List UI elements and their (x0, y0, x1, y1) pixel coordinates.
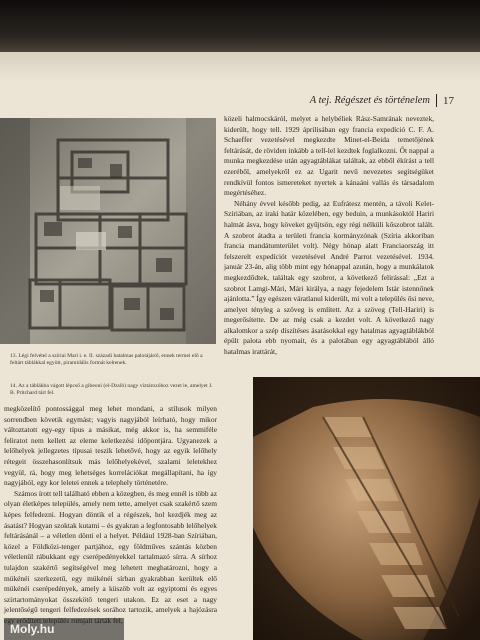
page-top-strip (0, 52, 480, 82)
left-paragraph: megközelítő pontossággal meg lehet mondani, a stílusok milyen sorrendben követik egymást; vagyis nagyjából leírható, hogy mikor változtatott egy-egy típus a másikat, még akkor is, ha semmiféle feliratot nem kellett az eleme keletkezési időpontjára. Ugyanezek a lelőhelyek jellegzetes típusai teszik lehetővé, hogy az egyik lelőhely rétegeit összehasonlítsuk más lelőhelyekével, szalami leletekhez vegyül, rá, hogy meg lehetséges korrelációkat megállapítani, ha így nagyjából, egy kor leletei ennek a telephely történetére. (4, 404, 217, 488)
running-header (310, 94, 454, 107)
figure-caption-14: 14. Az a táblákba vágott lépcső a gibeoni (el-Dzsib) nagy víztározóhoz vezet le, amelyet J. B. Pritchard tárt fel. (10, 383, 213, 397)
aerial-palace-photo (0, 118, 216, 344)
right-paragraph: közeli halmocskáról, melyet a helybéliek Rász-Samrának neveztek, kiderült, hogy tell. 1929 áprilisában egy francia expedíció C. F. A. Schaeffer vezetésével megkezdte Minet-el-Beida temetőjének feltárását, de röviden inkább a tell-lel kezdtek foglalkozni. Őt nappal a munka megkezdése után agyagtáblákat találtak, az ebből ékírást a tell ezeréből, amelyekről ez az Ugarit nevű nevezetes segítségüket rendkívül fontos ismereteket nyertek a kánaáni vallás és társadalom megértéséhez. (224, 114, 434, 198)
header-divider (436, 94, 437, 107)
figure-caption-13: 13. Légi felvétel a szíriai Mari i. e. II. századi hatalmas palotájáról, ennek termei elő a feltárt táblákkal együtt, piramidális formát keltenek. (10, 353, 203, 367)
right-text-column (224, 114, 434, 358)
moly-watermark: Moly.hu (4, 618, 124, 640)
running-title: A tej. Régészet és történelem (309, 95, 430, 106)
reservoir-illustration (253, 377, 480, 640)
page-number: 17 (443, 94, 454, 107)
page-top-shadow (0, 0, 480, 52)
left-text-column (4, 404, 217, 626)
stepped-reservoir-photo (253, 377, 480, 640)
right-paragraph: Néhány évvel később pedig, az Eufrátesz mentén, a távoli Kelet-Szíriában, az iraki határ közelében, egy beduin, a munkásoktól Hariri halmát ásva, hogy köveket gyűjtsön, egy régi nélküli kőszobrot talált. A szobrot átadta a területi francia kormányzónak (Szíria akkoriban francia mandátumterület volt). Négy hónap alatt Franciaország itt felszerelt expedíciót vezetésével André Parrot vezetésével. 1934. január 23-án, alig több mint egy hónappal azután, hogy a munkálatok megkezdődtek, találtak egy szobrot, a következő felirással: „Ezt a szobrot Lamgi-Mári, Mári királya, a nagy fejedelem Istár istennőnek ajánlotta.” Így egészen váratlanul kiderült, mi volt a település ősi neve, amelyet tényleg a szöveg is említett. Az a szöveg (Tell-Hariri) is megerősítette. De az még csak a kezdet volt. A következő nagy alkalomkor a szép díszítéses ásatásokkal egy hatalmas agyagtáblákból épült palota ebb nyomait, és a palotában egy agyagtáblából álló hatalmas irattárát, (224, 198, 434, 357)
left-paragraph: Számos írott tell található ebben a közegben, és meg ennél is több az olyan életképes település, amely nem tette, amelyet csak szakértő szem képes felfedezni. Hogyan döntik el a régészek, hol kezdjék meg az ásatást? Hogyan szoktak kutatni – és gyakran a legfontosabb lelőhelyek feltárásánál – a véletlen dönti el a helyet. Például 1928-ban Szíriában, közel a Földközi-tenger partjához, egy földműves szántás közben véletlenül rábukkant egy cserépedényekkel tartalmazó sírra. A sírhoz tulajdon szakértő segítségével meg lehetett meghatározni, hogy a mükénéi szerkezetű, egy mükénéi sírban gyakrabban kerültek elő mükénéi cserépedények, amely a küszöb volt az egyiptomi és egyes szírtartományokat összekötő tengeri utakon. Ez az eset a nagy jelentőségű tengeri felfedezések sorához tartozik, amelyek a hajózásra (4, 488, 217, 615)
aerial-palace-illustration (0, 118, 216, 344)
